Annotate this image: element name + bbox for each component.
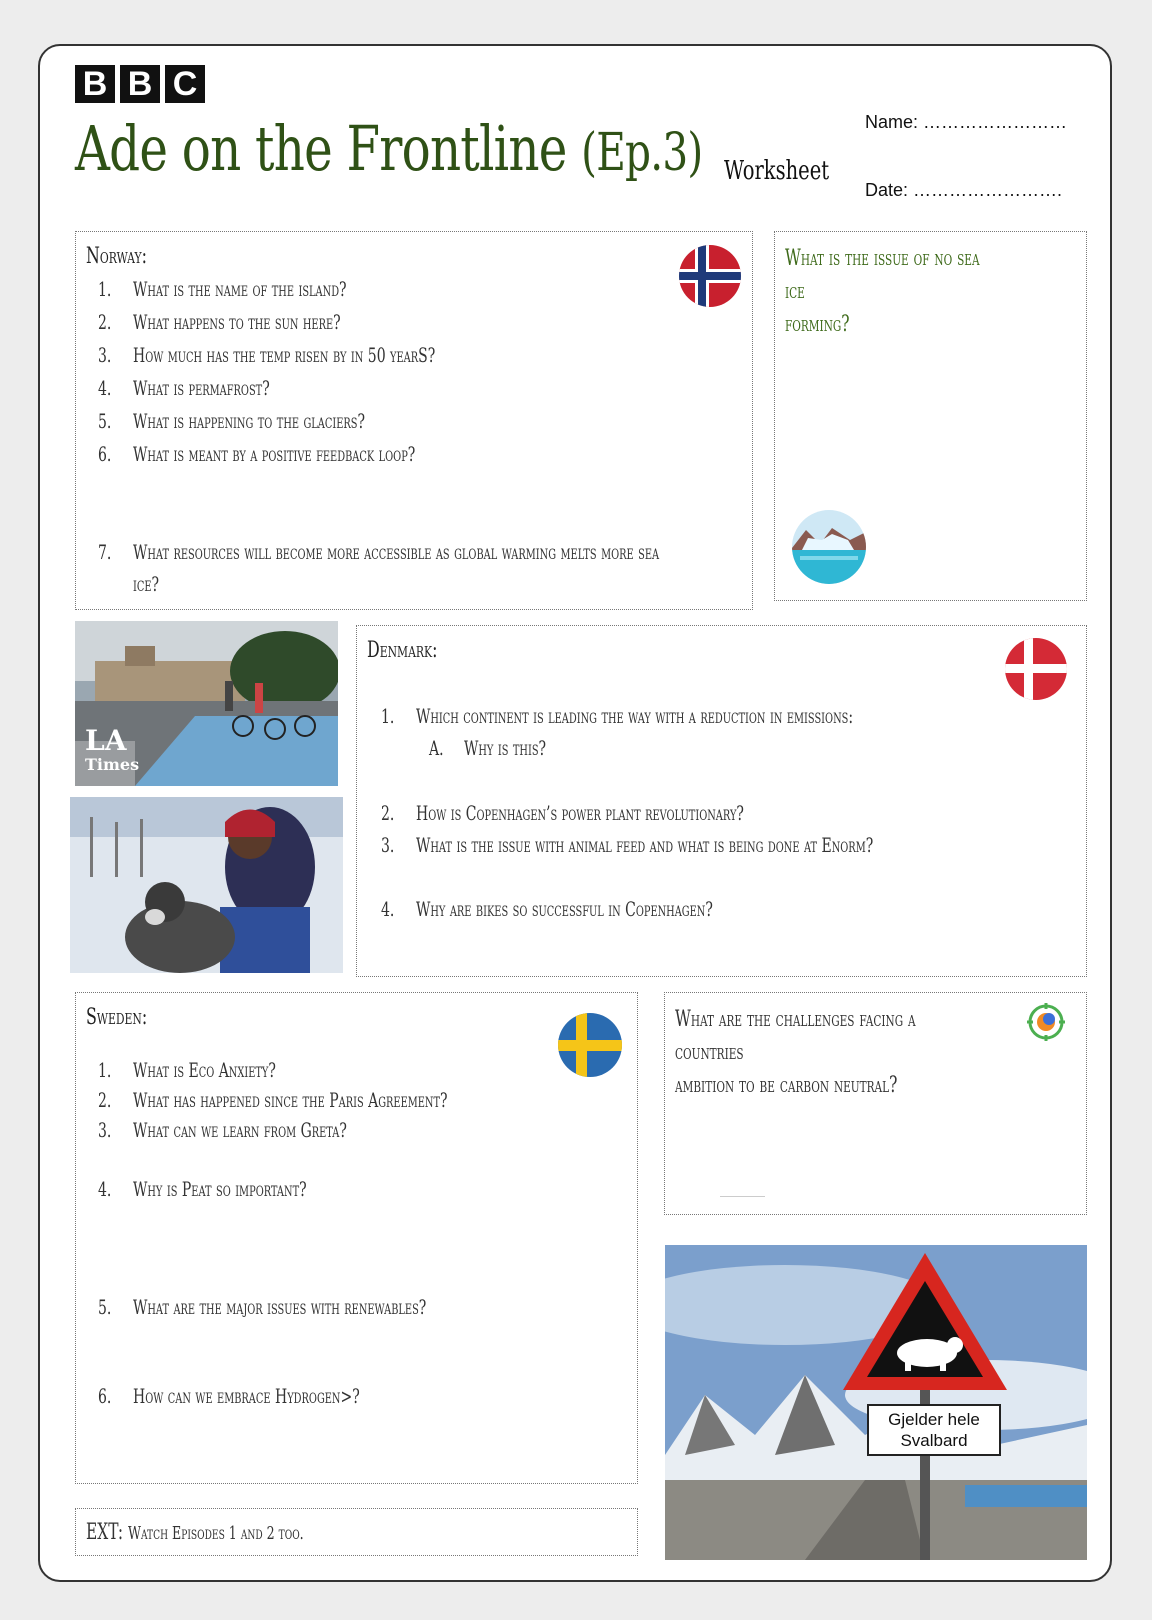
carbon-target-icon	[1027, 1003, 1065, 1041]
denmark-section	[356, 625, 1087, 977]
norway-question: 4. What is permafrost?	[98, 376, 270, 400]
denmark-question: 1. Which continent is leading the way with a reduction in emissions:	[381, 704, 854, 728]
sweden-question: 3. What can we learn from Greta?	[98, 1118, 347, 1142]
date-field[interactable]: Date: …………………….	[865, 180, 1063, 200]
la-times-watermark: LA Times	[85, 724, 140, 774]
extension-section	[75, 1508, 638, 1556]
title-text: Ade on the Frontline	[75, 112, 567, 185]
norway-question: 7. What resources will become more accessible as global warming melts more sea	[98, 540, 660, 564]
sea-ice-question: What is the issue of no sea ice forming?	[785, 246, 980, 337]
iceberg-icon	[792, 510, 866, 584]
norway-question: 6. What is meant by a positive feedback loop?	[98, 442, 416, 466]
sweden-heading: Sweden:	[86, 1005, 148, 1030]
page-title	[75, 112, 702, 185]
norway-question: ice?	[133, 572, 160, 596]
sweden-question: 5. What are the major issues with renewables?	[98, 1295, 427, 1319]
bbc-logo-letter: B	[75, 65, 115, 103]
sweden-question: 4. Why is Peat so important?	[98, 1177, 307, 1201]
norway-question: 3. How much has the temp risen by in 50 yearS?	[98, 343, 436, 367]
bbc-logo	[75, 65, 205, 103]
divider	[720, 1196, 765, 1197]
sweden-question: 6. How can we embrace Hydrogen>?	[98, 1384, 360, 1408]
episode-label: (Ep.3)	[581, 123, 703, 183]
norway-question: 2. What happens to the sun here?	[98, 310, 341, 334]
norway-question: 1. What is the name of the island?	[98, 277, 347, 301]
bbc-logo-letter: C	[165, 65, 205, 103]
cycling-photo	[75, 621, 338, 786]
sweden-question: 2. What has happened since the Paris Agreement?	[98, 1088, 448, 1112]
sign-text: Gjelder hele Svalbard	[888, 1410, 980, 1450]
extension-task: EXT: Watch Episodes 1 and 2 too.	[86, 1520, 304, 1545]
denmark-question: 3. What is the issue with animal feed and what is being done at Enorm?	[381, 833, 874, 857]
challenges-question: What are the challenges facing a countries ambition to be carbon neutral?	[675, 1007, 916, 1098]
norway-section	[75, 231, 753, 610]
bbc-logo-letter: B	[120, 65, 160, 103]
challenges-section	[664, 992, 1087, 1215]
sweden-section	[75, 992, 638, 1484]
sweden-flag-icon	[558, 1013, 622, 1077]
worksheet-label: Worksheet	[724, 156, 830, 186]
denmark-heading: Denmark:	[367, 638, 438, 663]
denmark-subquestion: A. Why is this?	[429, 736, 547, 760]
denmark-question: 2. How is Copenhagen’s power plant revolutionary?	[381, 801, 744, 825]
norway-flag-icon	[679, 245, 741, 307]
denmark-flag-icon	[1005, 638, 1067, 700]
sea-ice-section	[774, 231, 1087, 601]
sweden-question: 1. What is Eco Anxiety?	[98, 1058, 276, 1082]
ade-with-husky-photo	[70, 797, 343, 973]
denmark-question: 4. Why are bikes so successful in Copenhagen?	[381, 897, 713, 921]
norway-heading: Norway:	[86, 244, 148, 269]
name-field[interactable]: Name: ……………………	[865, 112, 1068, 132]
norway-question: 5. What is happening to the glaciers?	[98, 409, 366, 433]
polar-bear-sign-photo	[665, 1245, 1087, 1560]
